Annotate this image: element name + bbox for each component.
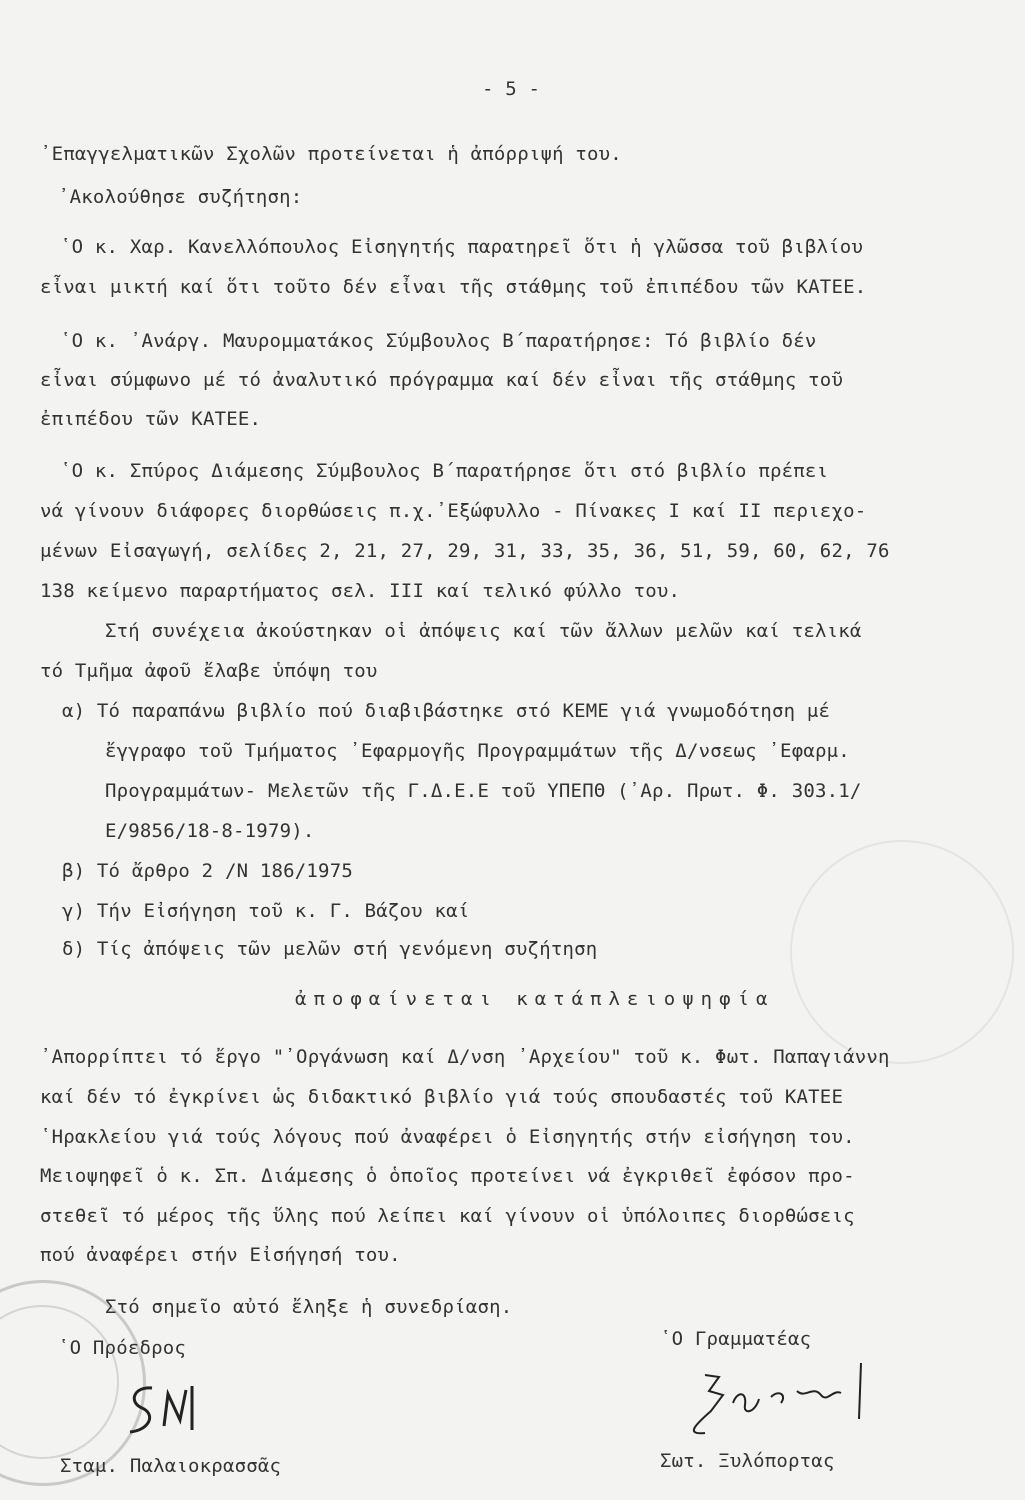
background-stamp — [790, 840, 1014, 1064]
secretary-name: Σωτ. Ξυλόπορτας — [660, 1450, 835, 1472]
text-line: εἶναι μικτή καί ὅτι τοῦτο δέν εἶναι τῆς στάθμης τοῦ ἐπιπέδου τῶν ΚΑΤΕΕ. — [40, 276, 867, 298]
text-line: ᾽Ακολούθησε συζήτηση: — [58, 186, 303, 208]
list-item-a: α) Τό παραπάνω βιβλίο πού διαβιβάστηκε στό ΚΕΜΕ γιά γνωμοδότηση μέ — [62, 700, 831, 722]
text-line: καί δέν τό ἐγκρίνει ὡς διδακτικό βιβλίο γιά τούς σπουδαστές τοῦ ΚΑΤΕΕ — [40, 1086, 844, 1108]
text-line: ἐπιπέδου τῶν ΚΑΤΕΕ. — [40, 408, 262, 430]
chairman-name: Σταμ. Παλαιοκρασσᾶς — [60, 1455, 282, 1477]
list-item-b: β) Τό ἄρθρο 2 /Ν 186/1975 — [62, 860, 353, 882]
secretary-title: ῾Ο Γραμματέας — [660, 1328, 812, 1350]
text-line: τό Τμῆμα ἀφοῦ ἔλαβε ὑπόψη του — [40, 660, 378, 682]
text-line: μένων Εἰσαγωγή, σελίδες 2, 21, 27, 29, 31, 33, 35, 36, 51, 59, 60, 62, 76 — [40, 540, 890, 562]
page-number: - 5 - — [482, 78, 541, 100]
text-line: νά γίνουν διάφορες διορθώσεις π.χ.᾽Εξώφυλλο - Πίνακες Ι καί ΙΙ περιεχο- — [40, 500, 867, 522]
text-line: ῾Ηρακλείου γιά τούς λόγους πού ἀναφέρει ὁ Εἰσηγητής στήν εἰσήγηση του. — [40, 1126, 855, 1148]
text-line: ῾Ο κ. ᾽Ανάργ. Μαυρομματάκος Σύμβουλος Β΄παρατήρησε: Τό βιβλίο δέν — [60, 330, 817, 352]
text-line: εἶναι σύμφωνο μέ τό ἀναλυτικό πρόγραμμα καί δέν εἶναι τῆς στάθμης τοῦ — [40, 369, 844, 391]
text-line: Μειοψηφεῖ ὁ κ. Σπ. Διάμεσης ὁ ὁποῖος προτείνει νά ἐγκριθεῖ ἐφόσον προ- — [40, 1165, 855, 1187]
text-line: ῾Ο κ. Σπύρος Διάμεσης Σύμβουλος Β΄παρατήρησε ὅτι στό βιβλίο πρέπει — [60, 460, 829, 482]
text-line: ᾽Επαγγελματικῶν Σχολῶν προτείνεται ἡ ἀπόρριψή του. — [40, 143, 622, 165]
secretary-signature — [675, 1355, 875, 1445]
text-line: ῾Ο κ. Χαρ. Κανελλόπουλος Εἰσηγητής παρατηρεῖ ὅτι ἡ γλῶσσα τοῦ βιβλίου — [60, 236, 864, 258]
text-line: Προγραμμάτων- Μελετῶν τῆς Γ.Δ.Ε.Ε τοῦ ΥΠΕΠΘ (᾽Αρ. Πρωτ. Φ. 303.1/ — [105, 780, 862, 802]
chairman-title: ῾Ο Πρόεδρος — [58, 1337, 187, 1359]
list-item-c: γ) Τήν Εἰσήγηση τοῦ κ. Γ. Βάζου καί — [62, 900, 470, 922]
text-line: Στό σημεῖο αὐτό ἔληξε ἡ συνεδρίαση. — [105, 1296, 513, 1318]
text-line: Στή συνέχεια ἀκούστηκαν οἱ ἀπόψεις καί τῶν ἄλλων μελῶν καί τελικά — [105, 620, 862, 642]
text-line: ᾽Απορρίπτει τό ἔργο "᾽Οργάνωση καί Δ/νση ᾽Αρχείου" τοῦ κ. Φωτ. Παπαγιάννη — [40, 1046, 890, 1068]
text-line: ἔγγραφο τοῦ Τμήματος ᾽Εφαρμογῆς Προγραμμάτων τῆς Δ/νσεως ᾽Εφαρμ. — [105, 740, 850, 762]
list-item-d: δ) Τίς ἀπόψεις τῶν μελῶν στή γενόμενη συζήτηση — [62, 938, 598, 960]
text-line: 138 κείμενο παραρτήματος σελ. ΙΙΙ καί τελικό φύλλο του. — [40, 580, 681, 602]
chairman-signature — [120, 1380, 220, 1445]
text-line: πού ἀναφέρει στήν Εἰσήγησή του. — [40, 1244, 401, 1266]
text-line: Ε/9856/18-8-1979). — [105, 820, 315, 842]
decision-heading: ἀποφαίνεται κατάπλειοψηφία — [295, 988, 775, 1010]
text-line: στεθεῖ τό μέρος τῆς ὕλης πού λείπει καί γίνουν οἱ ὑπόλοιπες διορθώσεις — [40, 1205, 855, 1227]
